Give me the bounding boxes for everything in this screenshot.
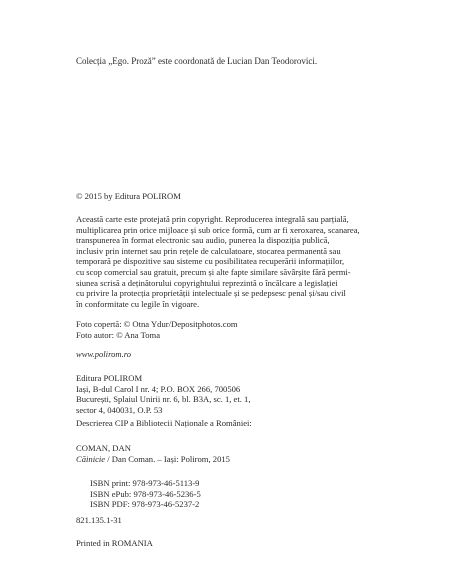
cover-photo-credit: Foto copertă: © Otna Ydur/Depositphotos.com: [76, 319, 238, 329]
notice-line: Această carte este protejată prin copyright. Reproducerea integrală sau parțială,: [76, 214, 349, 224]
cip-author: COMAN, DAN: [76, 443, 131, 453]
notice-line: cu scop comercial sau gratuit, precum și alte fapte similare săvârșite fără permi-: [76, 266, 351, 277]
isbn-list: [90, 478, 390, 510]
isbn-print: ISBN print: 978-973-46-5113-9: [90, 478, 200, 488]
address-line: Iași, B-dul Carol I nr. 4; P.O. BOX 266, 700506: [76, 383, 241, 394]
copyright-line: © 2015 by Editura POLIROM: [76, 191, 181, 201]
isbn-epub: ISBN ePub: 978-973-46-5236-5: [90, 488, 201, 499]
printed-in: Printed in ROMANIA: [76, 538, 153, 548]
collection-note: Colecția „Ego. Proză” este coordonată de Lucian Dan Teodorovici.: [76, 56, 318, 66]
address-line: sector 4, 040031, O.P. 53: [76, 404, 163, 415]
cip-book-title: [76, 454, 376, 465]
notice-line: temporară pe dispozitive sau sisteme cu posibilitatea recuperării informațiilor,: [76, 256, 345, 267]
notice-line: în conformitate cu legile în vigoare.: [76, 298, 200, 309]
notice-line: multiplicarea prin orice mijloace și sub orice formă, cum ar fi xeroxarea, scanarea,: [76, 224, 360, 235]
address-line: București, Splaiul Unirii nr. 6, bl. B3A, sc. 1, et. 1,: [76, 394, 251, 405]
notice-line: cu privire la protecția proprietății intelectuale și se pedepsesc penal și/sau civil: [76, 288, 346, 299]
notice-line: siunea scrisă a deținătorului copyrightului reprezintă o încălcare a legislației: [76, 277, 338, 288]
publisher-name: Editura POLIROM: [76, 373, 143, 383]
photo-credits: [76, 319, 376, 340]
author-photo-credit: Foto autor: © Ana Toma: [76, 329, 161, 340]
cip-heading: Descrierea CIP a Bibliotecii Naționale a României:: [76, 418, 252, 428]
classification-code: 821.135.1-31: [76, 515, 122, 525]
notice-line: inclusiv prin internet sau prin rețele de calculatoare, stocarea permanentă sau: [76, 245, 341, 256]
copyright-notice: [76, 214, 376, 309]
publisher-website: www.polirom.ro: [76, 349, 132, 359]
publisher-address: [76, 373, 376, 415]
notice-line: transpunerea în format electronic sau audio, punerea la dispoziția publică,: [76, 235, 330, 246]
book-title-details: / Dan Coman. – Iași: Polirom, 2015: [105, 454, 230, 464]
isbn-pdf: ISBN PDF: 978-973-46-5237-2: [90, 499, 200, 510]
book-title: Căinicie: [76, 454, 106, 464]
